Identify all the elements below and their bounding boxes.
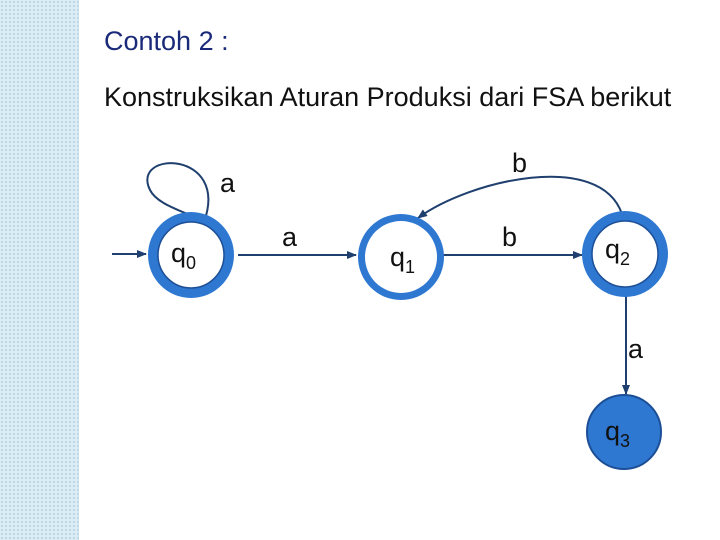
- state-q1: [358, 214, 444, 300]
- state-q0: [148, 212, 234, 298]
- state-q3-sub: 3: [620, 431, 631, 451]
- state-q0-sub: 0: [186, 253, 197, 273]
- label-q0-q1: a: [282, 222, 298, 252]
- state-q2-sub: 2: [620, 249, 631, 269]
- state-q3: [587, 395, 661, 469]
- slide-body-text: Konstruksikan Aturan Produksi dari FSA berikut: [104, 82, 672, 112]
- state-q2-name: q: [605, 234, 621, 264]
- state-q1-sub: 1: [405, 257, 416, 277]
- state-q3-name: q: [605, 416, 621, 446]
- label-q1-q2: b: [502, 222, 518, 252]
- label-q0-q0-loop: a: [220, 168, 236, 198]
- state-q0-name: q: [171, 238, 187, 268]
- transition-q2-q1: [418, 177, 622, 218]
- label-q2-q1: b: [512, 148, 528, 178]
- label-q2-q3: a: [628, 334, 644, 364]
- slide-title: Contoh 2 :: [104, 26, 229, 56]
- state-q1-name: q: [390, 242, 406, 272]
- state-q2: [582, 211, 668, 297]
